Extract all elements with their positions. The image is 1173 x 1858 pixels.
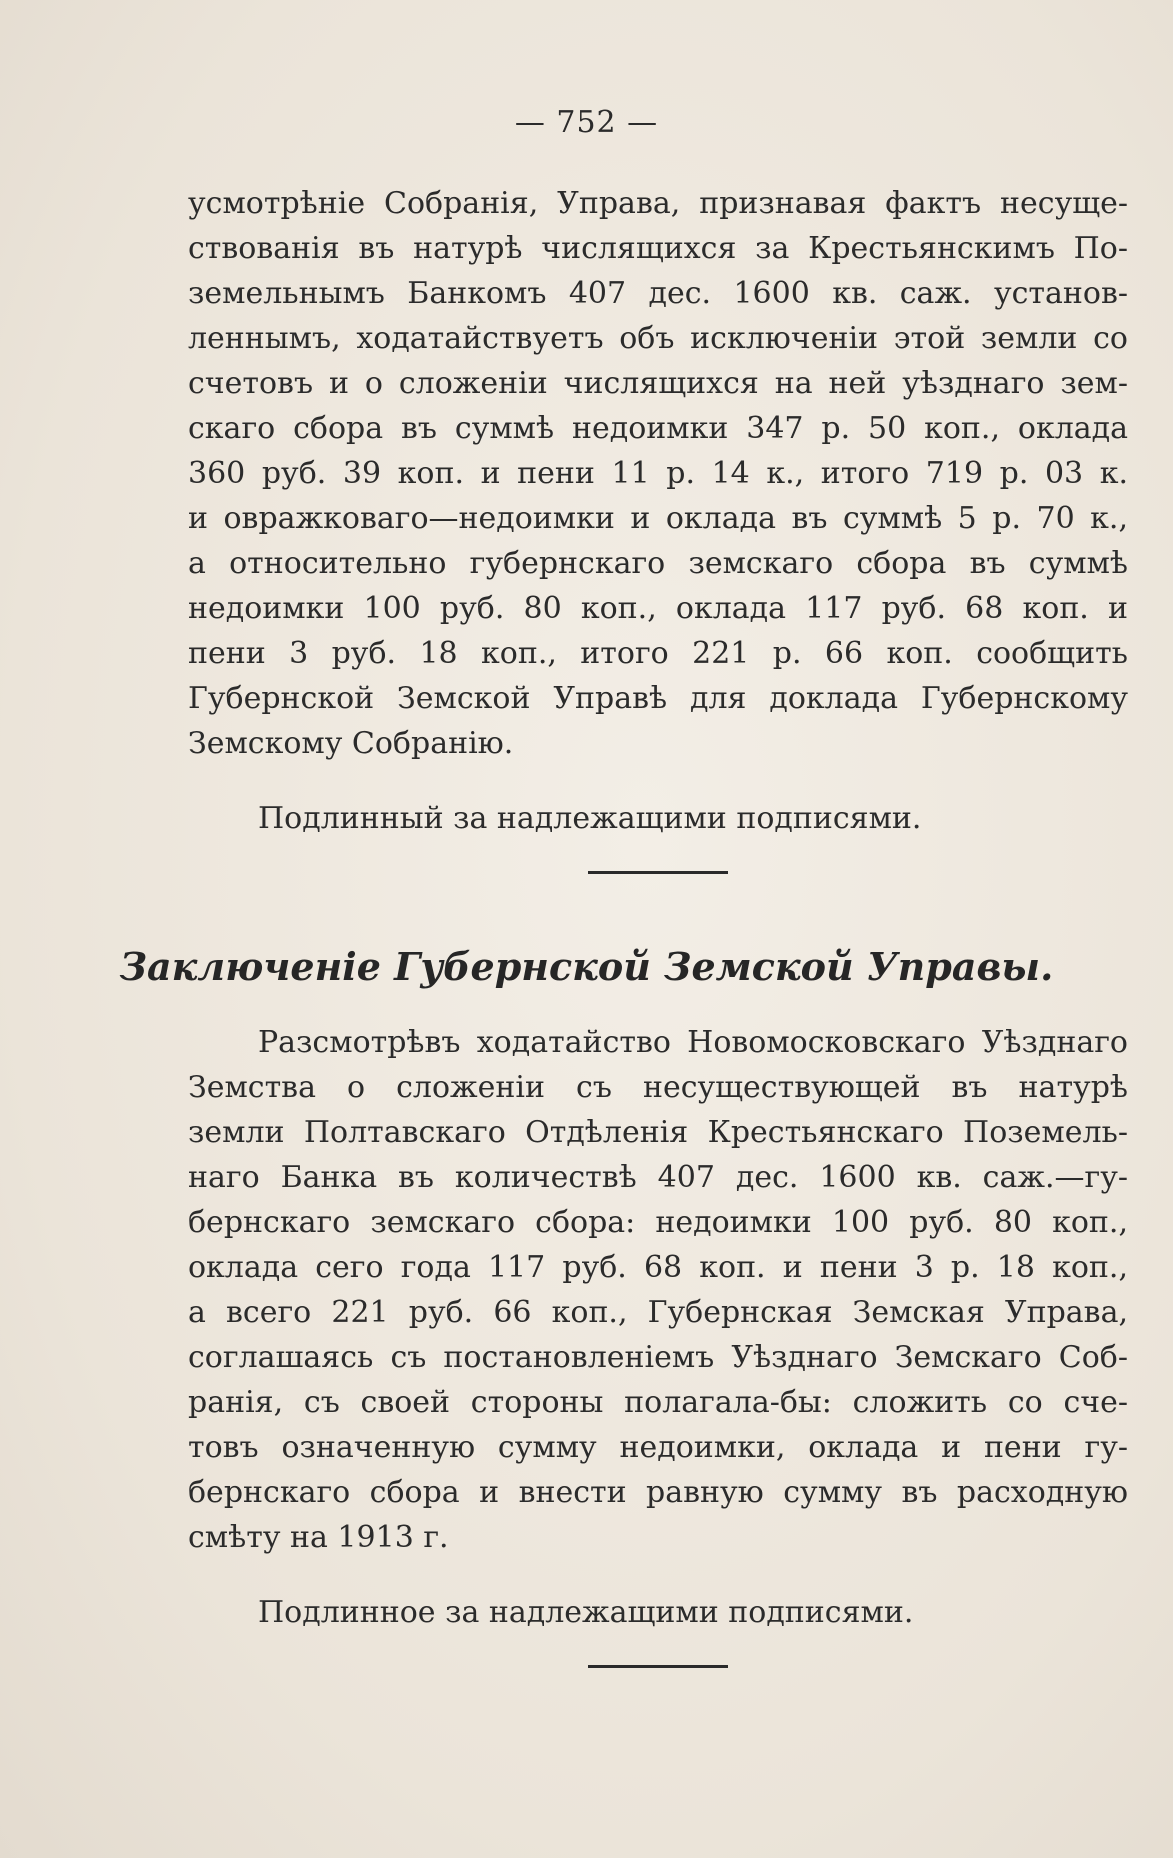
- text-line: Губернской Земской Управѣ для доклада Губернскому: [188, 681, 1128, 716]
- text-line: ствованія въ натурѣ числящихся за Крестьянскимъ По-: [188, 231, 1128, 266]
- separator-rule: [588, 1665, 728, 1668]
- text-line: и овражковаго—недоимки и оклада въ суммѣ 5 р. 70 к.,: [188, 501, 1128, 536]
- text-line: наго Банка въ количествѣ 407 дес. 1600 кв. саж.—гу-: [188, 1160, 1128, 1195]
- text-line: леннымъ, ходатайствуетъ объ исключеніи этой земли со: [188, 321, 1128, 356]
- text-line: усмотрѣніе Собранія, Управа, признавая фактъ несуще-: [188, 186, 1128, 221]
- text-line: 360 руб. 39 коп. и пени 11 р. 14 к., итого 719 р. 03 к.: [188, 456, 1128, 491]
- signature-note: Подлинное за надлежащими подписями.: [258, 1595, 914, 1630]
- text-line: скаго сбора въ суммѣ недоимки 347 р. 50 коп., оклада: [188, 411, 1128, 446]
- text-line: недоимки 100 руб. 80 коп., оклада 117 руб. 68 коп. и: [188, 591, 1128, 626]
- text-line: Разсмотрѣвъ ходатайство Новомосковскаго Уѣзднаго: [258, 1025, 1128, 1060]
- section-heading: Заключеніе Губернской Земской Управы.: [119, 944, 1054, 989]
- text-line: а относительно губернскаго земскаго сбора въ суммѣ: [188, 546, 1128, 581]
- text-line: а всего 221 руб. 66 коп., Губернская Земская Управа,: [188, 1295, 1128, 1330]
- text-line: пени 3 руб. 18 коп., итого 221 р. 66 коп. сообщить: [188, 636, 1128, 671]
- text-line: смѣту на 1913 г.: [188, 1520, 449, 1555]
- text-line: земли Полтавскаго Отдѣленія Крестьянскаго Поземель-: [188, 1115, 1128, 1150]
- text-line: земельнымъ Банкомъ 407 дес. 1600 кв. саж. установ-: [188, 276, 1128, 311]
- page-number: — 752 —: [514, 105, 659, 140]
- separator-rule: [588, 871, 728, 874]
- text-line: счетовъ и о сложеніи числящихся на ней уѣзднаго зем-: [188, 366, 1128, 401]
- text-line: оклада сего года 117 руб. 68 коп. и пени 3 р. 18 коп.,: [188, 1250, 1128, 1285]
- text-line: соглашаясь съ постановленіемъ Уѣзднаго Земскаго Соб-: [188, 1340, 1128, 1375]
- text-line: бернскаго земскаго сбора: недоимки 100 руб. 80 коп.,: [188, 1205, 1128, 1240]
- text-line: Земскому Собранію.: [188, 726, 514, 761]
- text-line: бернскаго сбора и внести равную сумму въ расходную: [188, 1475, 1128, 1510]
- text-line: товъ означенную сумму недоимки, оклада и пени гу-: [188, 1430, 1128, 1465]
- signature-note: Подлинный за надлежащими подписями.: [258, 801, 922, 836]
- text-line: Земства о сложеніи съ несуществующей въ натурѣ: [188, 1070, 1128, 1105]
- text-line: ранія, съ своей стороны полагала-бы: сложить со сче-: [188, 1385, 1128, 1420]
